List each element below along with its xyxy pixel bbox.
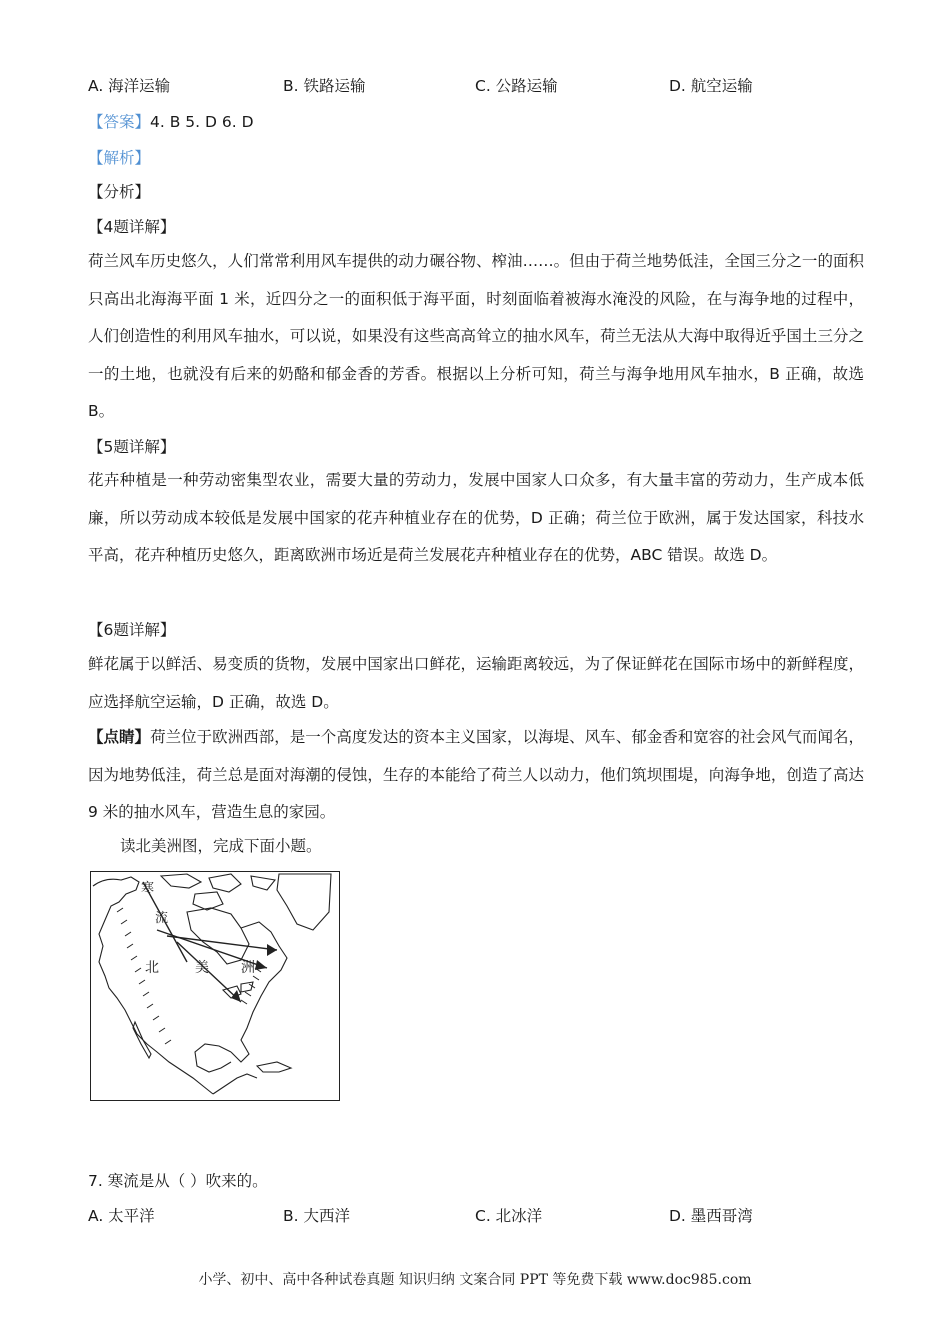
dianjing-block [88, 719, 864, 832]
map-intro: 读北美洲图，完成下面小题。 [120, 837, 322, 855]
page-footer: 小学、初中、高中各种试卷真题 知识归纳 文案合同 PPT 等免费下载 www.doc985.com [198, 1272, 752, 1288]
map-drawing [91, 872, 338, 1099]
option-d: D. 航空运输 [669, 77, 753, 95]
rocky-mountains [117, 908, 171, 1044]
q7-option-c: C. 北冰洋 [475, 1207, 543, 1225]
arctic-island [193, 892, 223, 910]
hudson-bay [187, 908, 249, 964]
caribbean-island [257, 1062, 291, 1072]
q6-explanation: 鲜花属于以鲜活、易变质的货物，发展中国家出口鲜花，运输距离较远，为了保证鲜花在国际市场中的新鲜程度，应选择航空运输，D 正确，故选 D。 [88, 655, 864, 711]
north-america-map [90, 871, 340, 1101]
central-america [213, 1074, 257, 1094]
q4-heading: 【4题详解】 [88, 218, 176, 236]
arrow-line [177, 942, 241, 1002]
q7-option-d: D. 墨西哥湾 [669, 1207, 753, 1225]
fenxi-heading: 【分析】 [88, 183, 151, 201]
map-label-bei: 北 [145, 960, 159, 976]
q4-explanation: 荷兰风车历史悠久，人们常常利用风车提供的动力碾谷物、榨油……。但由于荷兰地势低洼，全国三分之一的面积只高出北海海平面 1 米，近四分之一的面积低于海平面，时刻面临着被海水淹没的风险，在与海争地的过程中，人们创造性的利用风车抽水，可以说，如果没有这些高高耸立的抽水风车，荷兰无法从大海中取得近乎国土三分之一的土地，也就没有后来的奶酪和郁金香的芳香。根据以上分析可知，荷兰与海争地用风车抽水，B 正确，故选 B。 [88, 252, 864, 420]
west-coast [93, 877, 213, 1094]
greenland [277, 874, 331, 930]
great-lake [241, 982, 253, 992]
arctic-island [209, 874, 241, 892]
answer-text: 4. B 5. D 6. D [150, 113, 254, 131]
q7-question: 7. 寒流是从（ ）吹来的。 [88, 1172, 268, 1190]
gulf-of-mexico [195, 1044, 231, 1072]
q7-option-a: A. 太平洋 [88, 1207, 155, 1225]
arctic-island [161, 874, 201, 888]
q7-options [88, 1206, 864, 1226]
option-b: B. 铁路运输 [283, 77, 366, 95]
answer-tag: 【答案】 [88, 113, 151, 131]
map-label-liu: 流 [155, 911, 169, 926]
arrow-head [267, 944, 277, 956]
arrow-head [255, 960, 267, 970]
q5-explanation: 花卉种植是一种劳动密集型农业，需要大量的劳动力，发展中国家人口众多，有大量丰富的劳动力，生产成本低廉，所以劳动成本较低是发展中国家的花卉种植业存在的优势，D 正确；荷兰位于欧洲，属于发达国家，科技水平高，花卉种植历史悠久，距离欧洲市场近是荷兰发展花卉种植业存在的优势，ABC 错误。故选 D。 [88, 471, 864, 564]
answer-line [88, 112, 254, 132]
q6-heading: 【6题详解】 [88, 621, 176, 639]
baja-peninsula [133, 1022, 151, 1058]
dianjing-tag: 【点睛】 [88, 728, 151, 746]
arctic-island [251, 876, 275, 890]
map-label-mei: 美 [195, 960, 209, 976]
q3-options [88, 76, 864, 96]
option-a: A. 海洋运输 [88, 77, 171, 95]
analysis-tag: 【解析】 [88, 149, 151, 167]
option-c: C. 公路运输 [475, 77, 558, 95]
dianjing-text: 荷兰位于欧洲西部，是一个高度发达的资本主义国家，以海堤、风车、郁金香和宽容的社会风气而闻名，因为地势低洼，荷兰总是面对海潮的侵蚀，生存的本能给了荷兰人以动力，他们筑坝围堤，向海争地，创造了高达 9 米的抽水风车，营造生息的家园。 [88, 728, 864, 821]
map-label-zhou: 洲 [241, 960, 255, 976]
q7-option-b: B. 大西洋 [283, 1207, 350, 1225]
map-label-han: 寒 [141, 881, 155, 896]
q5-heading: 【5题详解】 [88, 438, 176, 456]
